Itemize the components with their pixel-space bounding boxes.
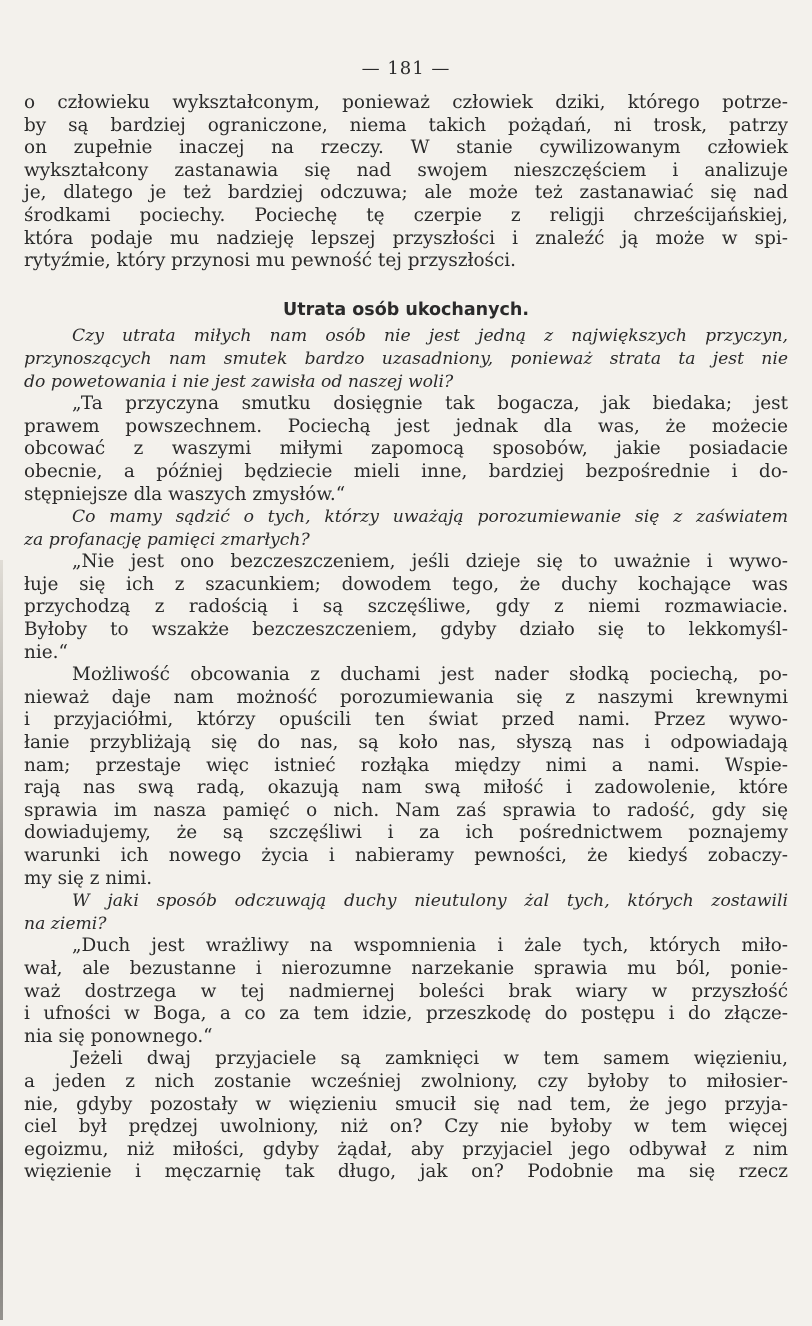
text-line: i przyjaciółmi, którzy opuścili ten świat przed nami. Przez wywo- <box>24 709 788 731</box>
text-line: która podaje mu nadzieję lepszej przyszłości i znaleźć ją może w spi- <box>24 227 788 249</box>
text-line: Co mamy sądzić o tych, którzy uważają porozumiewanie się z zaświatem <box>72 507 788 528</box>
text-line: przynoszących nam smutek bardzo uzasadniony, ponieważ strata ta jest nie <box>24 348 788 369</box>
text-line: i ufności w Boga, a co za tem idzie, przeszkodę do postępu i do złącze- <box>24 1003 788 1025</box>
text-line: łanie przybliżają się do nas, są koło nas, słyszą nas i odpowiadają <box>24 732 788 754</box>
page-body <box>24 92 788 1184</box>
text-line: za profanację pamięci zmarłych? <box>24 529 310 550</box>
page-edge-shadow <box>0 560 3 1320</box>
text-line: Możliwość obcowania z duchami jest nader słodką pociechą, po- <box>72 664 788 686</box>
text-line: obecnie, a później będziecie mieli inne, bardziej bezpośrednie i do- <box>24 460 788 482</box>
question-paragraph <box>24 325 788 393</box>
text-line: więzienie i męczarnię tak długo, jak on? Podobnie ma się rzecz <box>24 1161 788 1183</box>
text-line: „Ta przyczyna smutku dosięgnie tak bogacza, jak biedaka; jest <box>72 393 788 415</box>
text-line: o człowieku wykształconym, ponieważ człowiek dziki, którego potrze- <box>24 92 788 113</box>
text-line: on zupełnie inaczej na rzeczy. W stanie cywilizowanym człowiek <box>24 137 788 159</box>
page-number: — 181 — <box>361 58 451 79</box>
text-line: nia się ponownego.“ <box>24 1025 213 1047</box>
text-line: przychodzą z radością i są szczęśliwe, gdy z niemi rozmawiacie. <box>24 596 788 618</box>
text-line: rają nas swą radą, okazują nam swą miłość i zadowolenie, które <box>24 777 788 799</box>
text-line: by są bardziej ograniczone, niema takich pożądań, ni trosk, patrzy <box>24 114 788 136</box>
text-line: wykształcony zastanawia się nad swojem nieszczęściem i analizuje <box>24 159 788 181</box>
text-line: na ziemi? <box>24 913 107 934</box>
text-line: warunki ich nowego życia i nabieramy pewności, że kiedyś zobaczy- <box>24 845 788 866</box>
text-paragraph <box>24 551 788 664</box>
text-line: rytyźmie, który przynosi mu pewność tej przyszłości. <box>24 250 517 272</box>
text-line: obcować z waszymi miłymi zapomocą sposobów, jakie posiadacie <box>24 438 788 460</box>
text-line: łuje się ich z szacunkiem; dowodem tego, że duchy kochające was <box>24 573 788 595</box>
question-paragraph <box>24 890 788 935</box>
text-line: środkami pociechy. Pociechę tę czerpie z religji chrześcijańskiej, <box>24 204 788 226</box>
text-line: nieważ daje nam możność porozumiewania się z naszymi krewnymi <box>24 686 788 708</box>
text-line: prawem powszechnem. Pociechą jest jednak dla was, że możecie <box>24 415 788 437</box>
text-line: stępniejsze dla waszych zmysłów.“ <box>24 483 346 505</box>
text-paragraph <box>24 92 788 273</box>
text-line: Byłoby to wszakże bezczeszczeniem, gdyby działo się to lekkomyśl- <box>24 619 788 641</box>
text-line: my się z nimi. <box>24 867 153 889</box>
text-line: do powetowania i nie jest zawisła od naszej woli? <box>24 371 454 392</box>
text-line: Czy utrata miłych nam osób nie jest jedną z największych przyczyn, <box>72 326 788 347</box>
text-line: sprawia im nasza pamięć o nich. Nam zaś sprawia to radość, gdy się <box>24 799 788 821</box>
text-line: dowiadujemy, że są szczęśliwi i za ich pośrednictwem poznajemy <box>24 822 788 844</box>
question-paragraph <box>24 506 788 551</box>
text-line: wał, ale bezustanne i nierozumne narzekanie sprawia mu ból, ponie- <box>24 957 788 979</box>
text-line: nie, gdyby pozostały w więzieniu smucił się nad tem, że jego przyja- <box>24 1093 788 1115</box>
text-line: W jaki sposób odczuwają duchy nieutulony żal tych, których zostawili <box>72 891 788 912</box>
text-line: ciel był prędzej uwolniony, niż on? Czy nie byłoby w tem więcej <box>24 1116 788 1138</box>
text-line: a jeden z nich zostanie wcześniej zwolniony, czy byłoby to miłosier- <box>24 1070 788 1092</box>
text-line: nie.“ <box>24 641 68 663</box>
text-line: nam; przestaje więc istnieć rozłąka między nimi a nami. Wspie- <box>24 754 788 776</box>
text-line: egoizmu, niż miłości, gdyby żądał, aby przyjaciel jego odbywał z nim <box>24 1138 788 1160</box>
text-line: waż dostrzega w tej nadmiernej boleści brak wiary w przyszłość <box>24 980 788 1002</box>
text-paragraph <box>24 664 788 890</box>
text-line: „Nie jest ono bezczeszczeniem, jeśli dzieje się to uważnie i wywo- <box>72 551 788 573</box>
text-line: „Duch jest wrażliwy na wspomnienia i żale tych, których miło- <box>72 935 788 957</box>
text-line: Jeżeli dwaj przyjaciele są zamknięci w tem samem więzieniu, <box>72 1048 788 1070</box>
section-heading: Utrata osób ukochanych. <box>283 299 529 320</box>
text-paragraph <box>24 935 788 1048</box>
text-paragraph <box>24 393 788 506</box>
text-paragraph <box>24 1048 788 1184</box>
text-line: je, dlatego je też bardziej odczuwa; ale może też zastanawiać się nad <box>24 182 788 204</box>
